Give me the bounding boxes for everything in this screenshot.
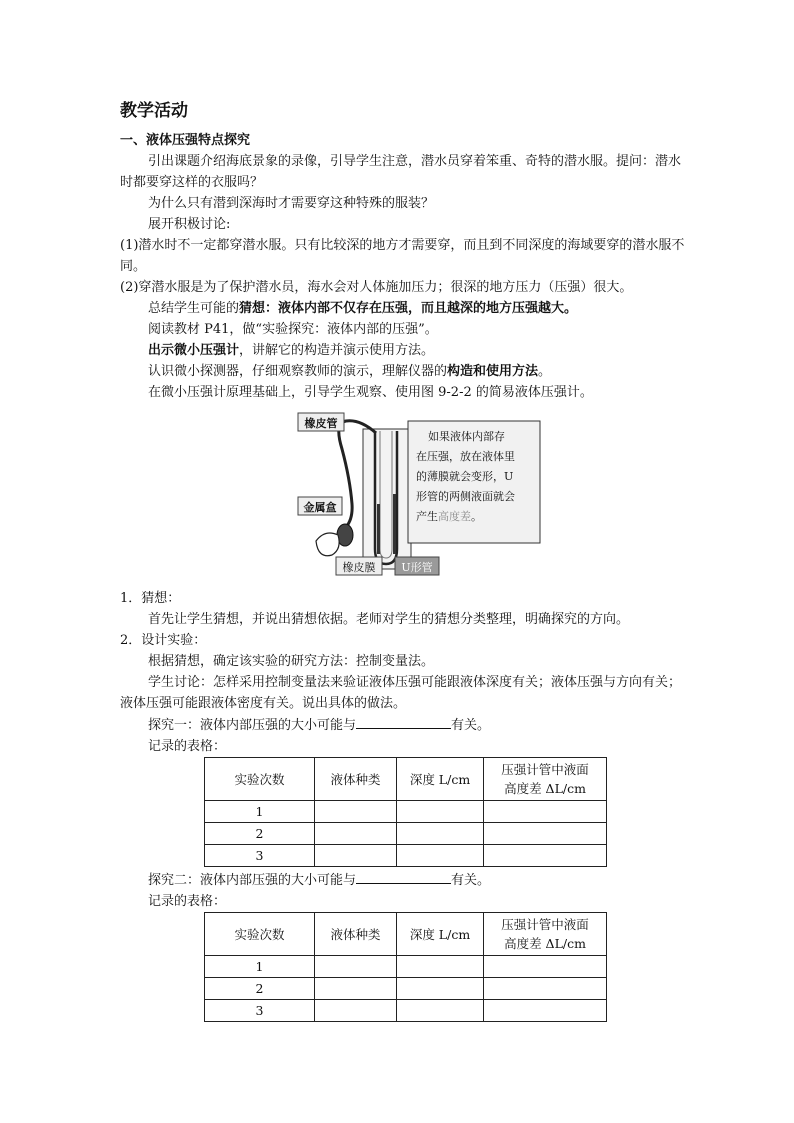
u-tube-board [363, 429, 411, 569]
paragraph-reading: 阅读教材 P41，做“实验探究：液体内部的压强”。 [148, 322, 438, 337]
header-cell: 液体种类 [315, 913, 397, 956]
table-header-row [205, 758, 607, 801]
note-text: 如果液体内部存 在压强，放在液体里 的薄膜就会变形，U 形管的两侧液面就会 产生高度差。 [416, 430, 515, 523]
paragraph-point-2: (2)穿潜水服是为了保护潜水员，海水会对人体施加压力；很深的地方压力（压强）很大。 [120, 280, 633, 295]
explore-1: 探究一：液体内部压强的大小可能与 有关。 [120, 714, 690, 736]
pressure-gauge-illustration [120, 409, 690, 584]
record-label-2: 记录的表格： [148, 894, 227, 909]
paragraph-observe: 认识微小探测器，仔细观察教师的演示，理解仪器的构造和使用方法。 [148, 364, 552, 379]
paragraph-summary: 总结学生可能的猜想：液体内部不仅存在压强，而且越深的地方压强越大。 [148, 301, 578, 316]
table-row: 2 [205, 823, 607, 845]
table-row: 1 [205, 801, 607, 823]
table-row: 3 [205, 845, 607, 867]
label-u-tube: U形管 [401, 561, 433, 574]
header-cell: 压强计管中液面 高度差 ΔL/cm [484, 913, 607, 956]
paragraph-show-gauge: 出示微小压强计，讲解它的构造并演示使用方法。 [148, 343, 435, 358]
step-1-body: 首先让学生猜想，并说出猜想依据。老师对学生的猜想分类整理，明确探究的方向。 [148, 612, 630, 627]
label-rubber-tube: 橡皮管 [304, 417, 338, 430]
paragraph-point-1: (1)潜水时不一定都穿潜水服。只有比较深的地方才需要穿，而且到不同深度的海域要穿的潜水服不同。 [120, 238, 685, 274]
table-row: 3 [205, 1000, 607, 1022]
table-row: 1 [205, 956, 607, 978]
document-page [120, 100, 690, 1022]
step-2-body-2: 学生讨论：怎样采用控制变量法来验证液体压强可能跟液体深度有关；液体压强与方向有关；液体压强可能跟液体密度有关。说出具体的做法。 [120, 675, 682, 711]
step-1-heading: 1．猜想： [120, 591, 181, 606]
table-row: 2 [205, 978, 607, 1000]
hand-drawing [316, 533, 339, 556]
explore-1-blank[interactable] [356, 714, 451, 729]
header-cell: 压强计管中液面 高度差 ΔL/cm [484, 758, 607, 801]
explore-2-blank[interactable] [356, 869, 451, 884]
step-2-body-1: 根据猜想，确定该实验的研究方法：控制变量法。 [148, 654, 435, 669]
paragraph-discussion: 展开积极讨论: [148, 217, 231, 232]
header-cell: 实验次数 [205, 913, 315, 956]
pressure-gauge-figure [120, 409, 690, 584]
header-cell: 深度 L/cm [397, 913, 484, 956]
paragraph-question: 为什么只有潜到深海时才需要穿这种特殊的服装？ [148, 196, 435, 211]
section-heading: 一、液体压强特点探究 [120, 133, 251, 148]
explore-2: 探究二：液体内部压强的大小可能与 有关。 [120, 869, 690, 891]
label-metal-box: 金属盒 [303, 501, 337, 514]
paragraph-intro: 引出课题介绍海底景象的录像，引导学生注意，潜水员穿着笨重、奇特的潜水服。提问：潜水时都要穿这样的衣服吗？ [120, 154, 682, 190]
record-table-2 [204, 912, 607, 1022]
table-header-row [205, 913, 607, 956]
page-title: 教学活动 [120, 101, 188, 121]
header-cell: 深度 L/cm [397, 758, 484, 801]
header-cell: 实验次数 [205, 758, 315, 801]
step-2-heading: 2．设计实验： [120, 633, 207, 648]
paragraph-guide: 在微小压强计原理基础上，引导学生观察、使用图 9-2-2 的简易液体压强计。 [148, 385, 593, 400]
record-label-1: 记录的表格： [148, 739, 227, 754]
header-cell: 液体种类 [315, 758, 397, 801]
label-rubber-film: 橡皮膜 [342, 561, 376, 574]
record-table-1 [204, 757, 607, 867]
